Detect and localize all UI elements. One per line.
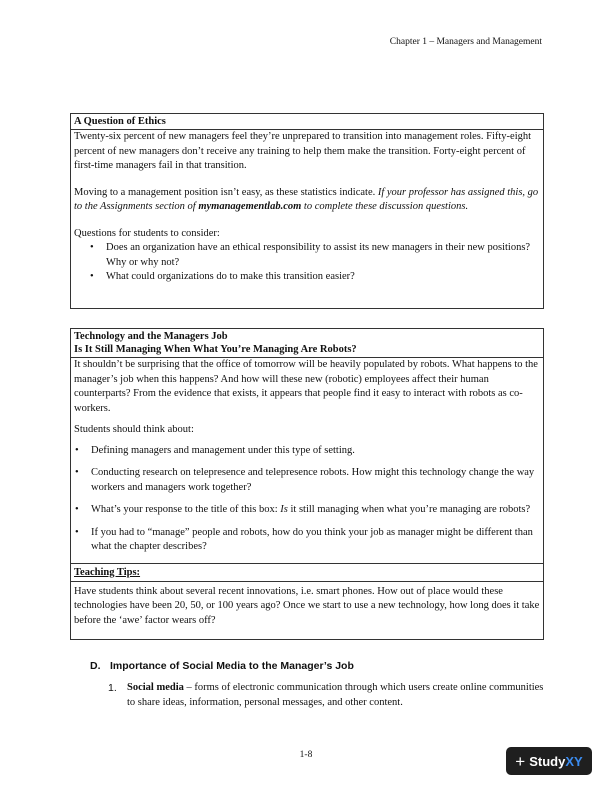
questions-intro: Questions for students to consider:: [74, 227, 220, 239]
ethics-paragraph-2-italic-a: If your professor has assigned this, go to the Assignments section of: [74, 186, 539, 212]
technology-title: [71, 329, 543, 358]
ethics-paragraph-2: [71, 186, 543, 215]
teaching-tips-section: [71, 563, 543, 629]
plus-icon: +: [515, 751, 526, 771]
think-item: • Defining managers and management under this type of setting.: [71, 444, 543, 459]
running-header: Chapter 1 – Managers and Management: [389, 37, 542, 47]
question-item: • Does an organization have an ethical responsibility to assist its new managers in their new positions? Why or why not?: [71, 241, 543, 270]
brand-name-b: XY: [565, 753, 583, 769]
technology-title-line-2: Is It Still Managing When What You’re Managing Are Robots?: [74, 344, 357, 355]
teaching-tips-text: Have students think about several recent innovations, i.e. smart phones. How out of place would these technologies have been 20, 50, or 100 years ago? Once we start to use a new technology, how long does it take before the ‘awe’ factor wears off?: [74, 585, 540, 626]
technology-title-line-1: Technology and the Managers Job: [74, 331, 228, 342]
ethics-title: A Question of Ethics: [71, 114, 543, 130]
term-number: 1.: [108, 682, 117, 694]
think-item-post: it still managing when what you’re managing are robots?: [287, 504, 531, 515]
ethics-box: [70, 113, 544, 309]
ethics-paragraph-2-italic-b: to complete these discussion questions.: [301, 201, 469, 212]
teaching-tips-title: Teaching Tips:: [71, 564, 543, 582]
question-item: • What could organizations do to make this transition easier?: [71, 270, 543, 285]
technology-paragraph: It shouldn’t be surprising that the office of tomorrow will be heavily populated by robots. What happens to the manager’s job when this happens? And how will these new (robotic) employees affect their human counterparts? From the evidence that exists, it appears that people find it easy to interact with robots as co-workers.: [74, 359, 538, 414]
page-number: 1-8: [299, 750, 313, 760]
mymanagementlab-link-text: mymanagementlab.com: [198, 201, 302, 212]
think-item: • If you had to “manage” people and robots, how do you think your job as manager might be different than what the chapter describes?: [71, 526, 543, 555]
term-item: [108, 681, 548, 710]
think-item-pre: What’s your response to the title of this box:: [91, 504, 281, 515]
studyxy-badge[interactable]: [506, 747, 592, 775]
questions-list: [71, 241, 543, 285]
think-item: [71, 503, 543, 518]
term-definition: – forms of electronic communication through which users create online communities to share ideas, information, personal messages, and other content.: [127, 682, 544, 708]
ethics-paragraph-1: Twenty-six percent of new managers feel they’re unprepared to transition into management roles. Fifty-eight percent of new managers don’t receive any training to help them make the transition. Forty-eight percent of first-time managers fail in that transition.: [74, 131, 532, 171]
section-title: Importance of Social Media to the Manager’s Job: [110, 660, 354, 672]
think-about-intro: Students should think about:: [74, 424, 194, 435]
think-item-italic: Is: [280, 504, 288, 515]
think-item: • Conducting research on telepresence and telepresence robots. How might this technology change the way workers and managers work together?: [71, 466, 543, 495]
section-heading: [90, 660, 354, 672]
technology-box: [70, 328, 544, 640]
section-letter: D.: [90, 660, 101, 672]
think-about-list: [71, 444, 543, 555]
term-name: Social media: [127, 682, 184, 693]
ethics-paragraph-2-plain: Moving to a management position isn’t easy, as these statistics indicate.: [74, 186, 378, 198]
brand-name-a: Study: [529, 753, 566, 769]
